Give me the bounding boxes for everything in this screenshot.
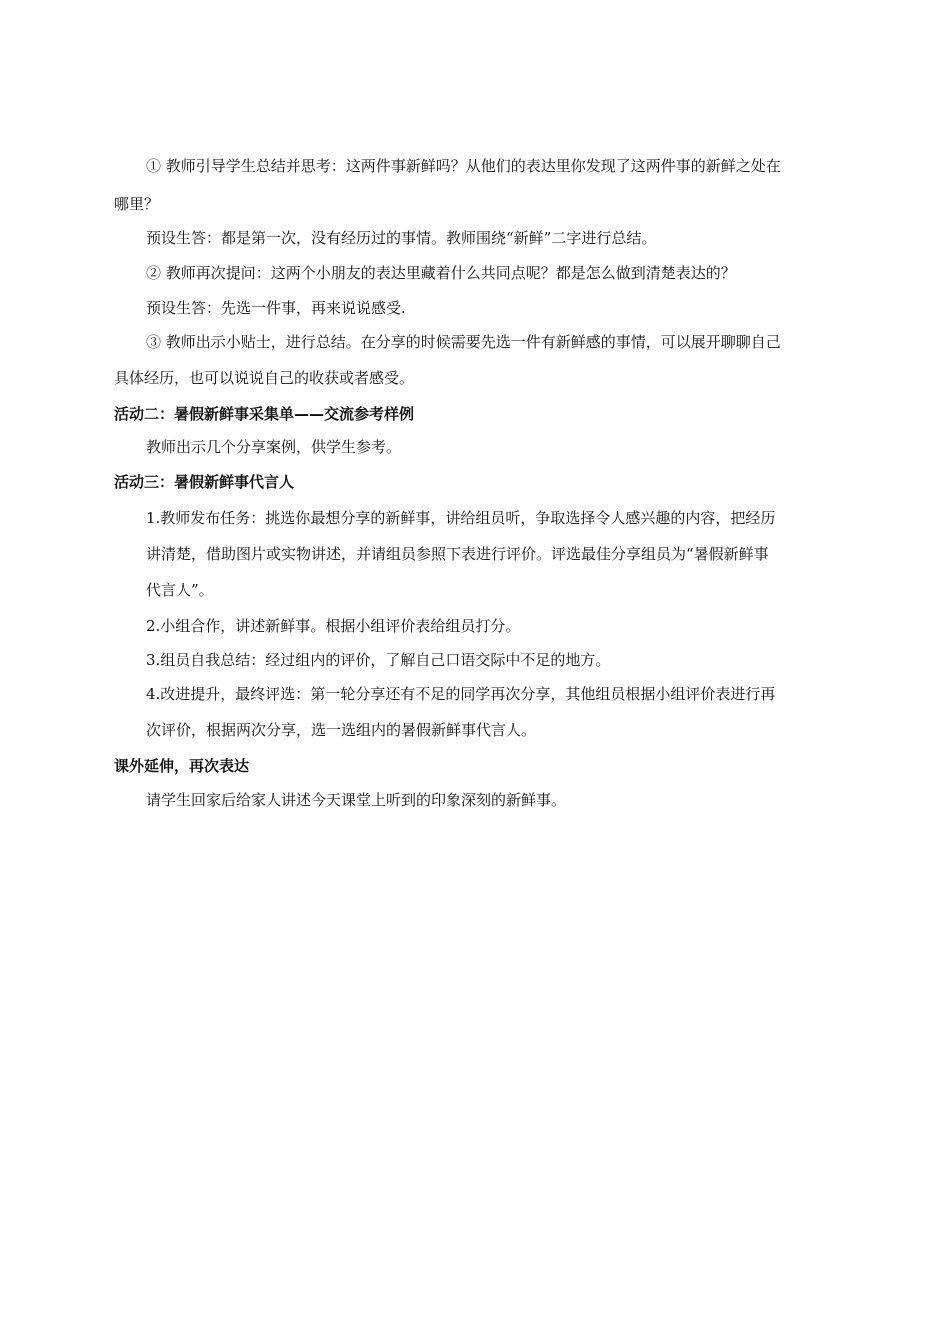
activity3-heading: 活动三：暑假新鲜事代言人 bbox=[114, 473, 295, 491]
step2: 2.小组合作，讲述新鲜事。根据小组评价表给组员打分。 bbox=[146, 617, 521, 635]
answer1: 预设生答：都是第一次，没有经历过的事情。教师围绕“新鲜”二字进行总结。 bbox=[146, 229, 657, 247]
step1-line1: 1.教师发布任务：挑选你最想分享的新鲜事，讲给组员听，争取选择令人感兴趣的内容，把经历 bbox=[146, 509, 776, 527]
activity2-text: 教师出示几个分享案例，供学生参考。 bbox=[146, 438, 402, 456]
item2: ② 教师再次提问：这两个小朋友的表达里藏着什么共同点呢？都是怎么做到清楚表达的？ bbox=[146, 264, 736, 282]
extension-text: 请学生回家后给家人讲述今天课堂上听到的印象深刻的新鲜事。 bbox=[146, 791, 567, 809]
step1-line3: 代言人”。 bbox=[146, 581, 214, 599]
activity2-heading: 活动二：暑假新鲜事采集单——交流参考样例 bbox=[114, 405, 415, 423]
step4-line2: 次评价，根据两次分享，选一选组内的暑假新鲜事代言人。 bbox=[146, 721, 537, 739]
item1-line1: ① 教师引导学生总结并思考：这两件事新鲜吗？从他们的表达里你发现了这两件事的新鲜之处在 bbox=[146, 157, 781, 175]
item3-line2: 具体经历，也可以说说自己的收获或者感受。 bbox=[114, 369, 415, 387]
item1-line2: 哪里？ bbox=[114, 195, 160, 213]
answer2: 预设生答：先选一件事，再来说说感受. bbox=[146, 299, 406, 317]
step4-line1: 4.改进提升，最终评选：第一轮分享还有不足的同学再次分享，其他组员根据小组评价表进行再 bbox=[146, 685, 776, 703]
step3: 3.组员自我总结：经过组内的评价，了解自己口语交际中不足的地方。 bbox=[146, 651, 611, 669]
item3-line1: ③ 教师出示小贴士，进行总结。在分享的时候需要先选一件有新鲜感的事情，可以展开聊聊自己 bbox=[146, 333, 781, 351]
extension-heading: 课外延伸，再次表达 bbox=[114, 757, 250, 775]
step1-line2: 讲清楚，借助图片或实物讲述，并请组员参照下表进行评价。评选最佳分享组员为“暑假新鲜事 bbox=[146, 545, 769, 563]
